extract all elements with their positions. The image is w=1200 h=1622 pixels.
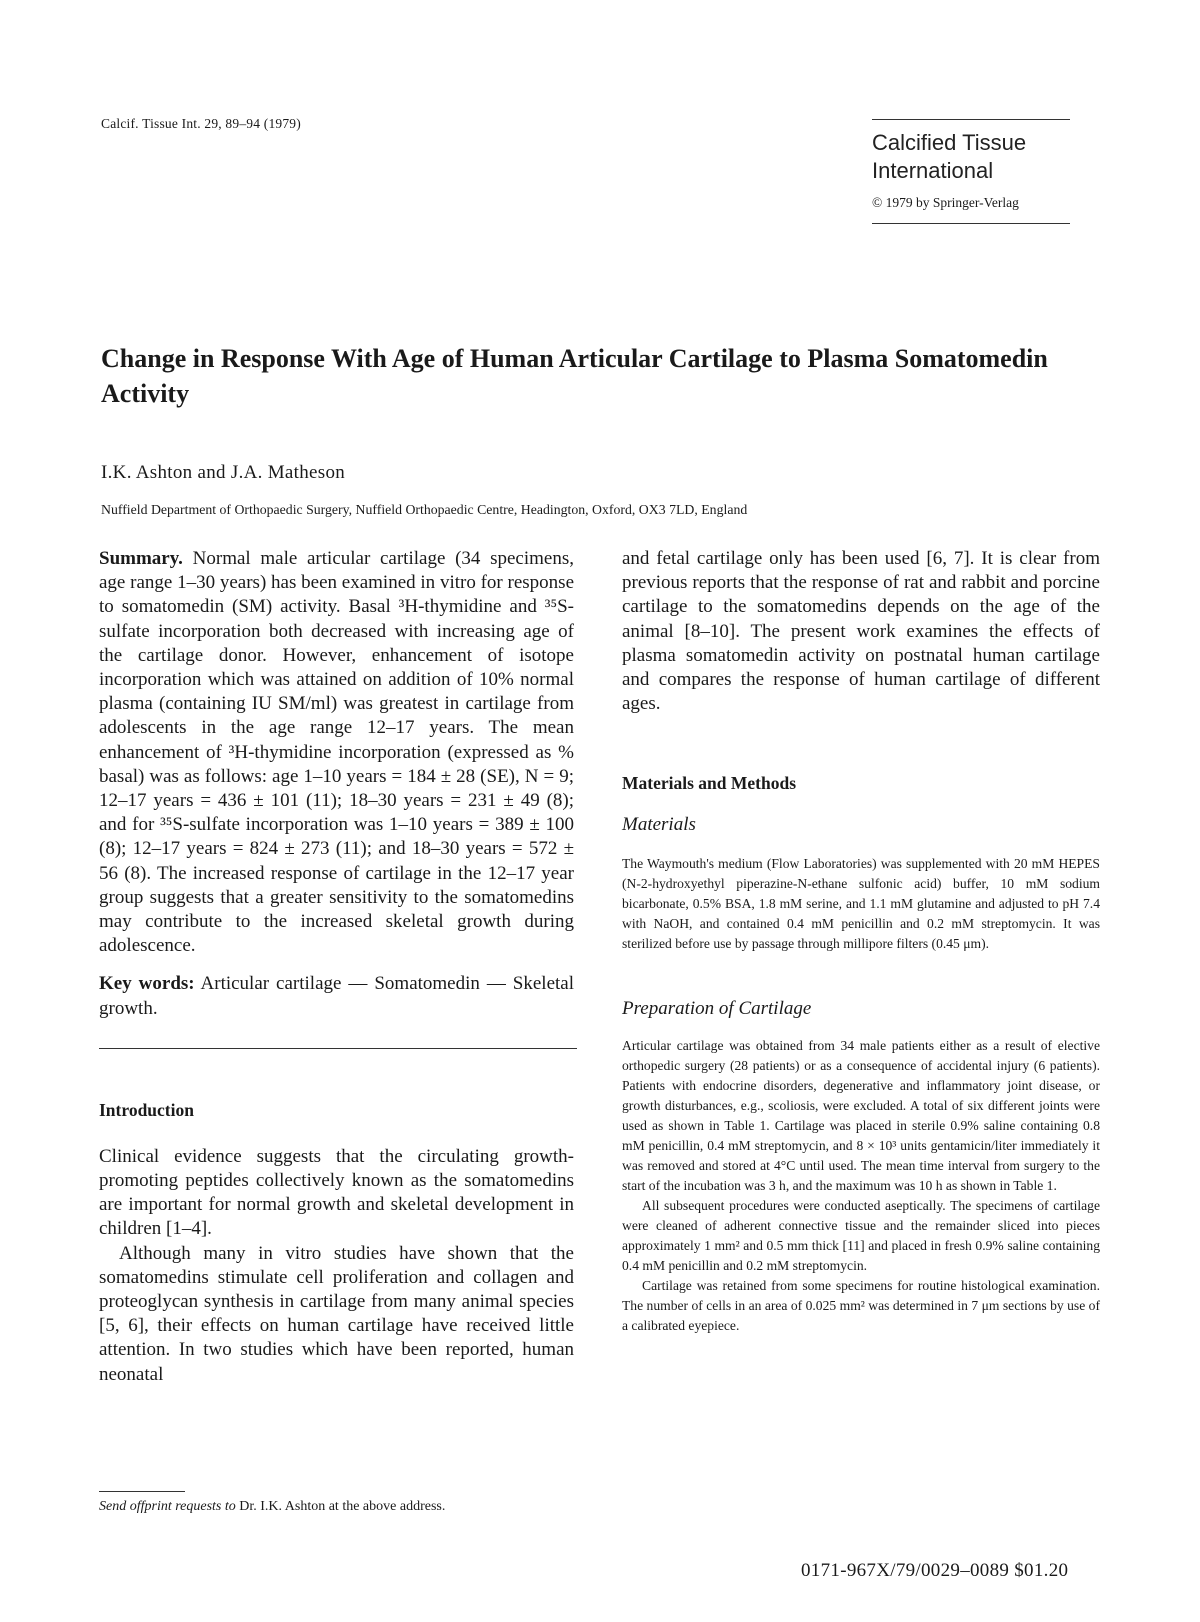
introduction-heading: Introduction: [99, 1099, 194, 1120]
footnote-text: Dr. I.K. Ashton at the above address.: [239, 1499, 446, 1514]
offprint-footnote: [99, 1499, 445, 1515]
summary-text: Normal male articular cartilage (34 specimens, age range 1–30 years) has been examined in vitro for response to somatomedin (SM) activity. Basal ³H-thymidine and ³⁵S-sulfate incorporation both decreased with increasing age of the cartilage donor. However, enhancement of isotope incorporation which was attained on addition of 10% normal plasma (containing IU SM/ml) was greatest in cartilage from adolescents in the age range 12–17 years. The mean enhancement of ³H-thymidine incorporation (expressed as % basal) was as follows: age 1–10 years = 184 ± 28 (SE), N = 9; 12–17 years = 436 ± 101 (11); 18–30 years = 231 ± 49 (8); and for ³⁵S-sulfate incorporation was 1–10 years = 389 ± 100 (8); 12–17 years = 824 ± 273 (11); and 18–30 years = 572 ± 56 (8). The increased response of cartilage in the 12–17 year group suggests that a greater sensitivity to the somatomedins may contribute to the increased skeletal growth during adolescence.: [99, 548, 575, 957]
journal-citation: Calcif. Tissue Int. 29, 89–94 (1979): [101, 116, 301, 131]
article-authors: I.K. Ashton and J.A. Matheson: [101, 462, 346, 483]
summary-label: Summary.: [99, 548, 183, 569]
author-affiliation: Nuffield Department of Orthopaedic Surgery, Nuffield Orthopaedic Centre, Headington, Oxford, OX3 7LD, England: [101, 502, 748, 517]
materials-paragraph: The Waymouth's medium (Flow Laboratories) was supplemented with 20 mM HEPES (N-2-hydroxyethyl piperazine-N-ethane sulfonic acid) buffer, 10 mM sodium bicarbonate, 0.5% BSA, 1.8 mM serine, and 1.1 mM glutamine and adjusted to pH 7.4 with NaOH, and contained 0.4 mM penicillin and 0.2 mM streptomycin. It was sterilized before use by passage through millipore filters (0.45 μm).: [622, 856, 1100, 952]
footnote-label: Send offprint requests to: [99, 1499, 236, 1514]
materials-subheading: Materials: [622, 814, 696, 836]
summary-paragraph: [99, 547, 574, 958]
journal-name: [872, 129, 1070, 185]
keywords-paragraph: [99, 972, 574, 1020]
masthead-bottom-rule: [872, 223, 1070, 224]
left-column: [99, 547, 574, 1387]
preparation-paragraph-1: Articular cartilage was obtained from 34 male patients either as a result of elective orthopedic surgery (28 patients) or as a consequence of accidental injury (6 patients). Patients with endocrine disorders, degenerative and inflammatory joint disease, or growth disturbances, e.g., scoliosis, were excluded. A total of six different joints were used as shown in Table 1. Cartilage was placed in sterile 0.9% saline containing 0.8 mM penicillin, 0.4 mM streptomycin, and 8 × 10³ units gentamicin/liter immediately it was removed and stored at 4°C until used. The mean time interval from surgery to the start of the incubation was 3 h, and the maximum was 10 h as shown in Table 1.: [622, 1038, 1100, 1194]
preparation-paragraph-3: Cartilage was retained from some specimens for routine histological examination. The number of cells in an area of 0.025 mm² was determined in 7 μm sections by use of a calibrated eyepiece.: [622, 1278, 1100, 1334]
masthead-top-rule: [872, 119, 1070, 120]
article-title: Change in Response With Age of Human Articular Cartilage to Plasma Somatomedin Activity: [101, 344, 1048, 408]
introduction-paragraph-1: Clinical evidence suggests that the circulating growth-promoting peptides collectively known as the somatomedins are important for normal growth and skeletal development in children [1–4].: [99, 1145, 574, 1240]
journal-name-line1: Calcified Tissue: [872, 130, 1027, 155]
materials-methods-heading: Materials and Methods: [622, 773, 797, 794]
introduction-paragraph-2: Although many in vitro studies have shown that the somatomedins stimulate cell proliferation and collagen and proteoglycan synthesis in cartilage from many animal species [5, 6], their effects on human cartilage have received little attention. In two studies which have been reported, human neonatal: [99, 1242, 574, 1385]
footnote-rule: [99, 1491, 185, 1492]
keywords-text: Articular cartilage — Somatomedin — Skeletal growth.: [99, 973, 574, 1019]
keywords-label: Key words:: [99, 973, 195, 995]
price-code: 0171-967X/79/0029–0089 $01.20: [801, 1560, 1069, 1581]
section-divider: [99, 1048, 577, 1049]
introduction-paragraph-2-continued: and fetal cartilage only has been used [6, 7]. It is clear from previous reports that the response of rat and rabbit and porcine cartilage to the somatomedins depends on the age of the animal [8–10]. The present work examines the effects of plasma somatomedin activity on postnatal human cartilage and compares the response of human cartilage of different ages.: [622, 548, 1100, 715]
journal-masthead: [872, 119, 1070, 224]
right-column: [622, 547, 1100, 1336]
preparation-paragraph-2: All subsequent procedures were conducted aseptically. The specimens of cartilage were cleaned of adherent connective tissue and the remainder sliced into pieces approximately 1 mm² and 0.5 mm thick [11] and placed in fresh 0.9% saline containing 0.4 mM penicillin and 0.2 mM streptomycin.: [622, 1198, 1100, 1274]
copyright-notice: © 1979 by Springer-Verlag: [872, 195, 1019, 210]
preparation-subheading: Preparation of Cartilage: [622, 998, 812, 1020]
journal-name-line2: International: [872, 158, 994, 183]
